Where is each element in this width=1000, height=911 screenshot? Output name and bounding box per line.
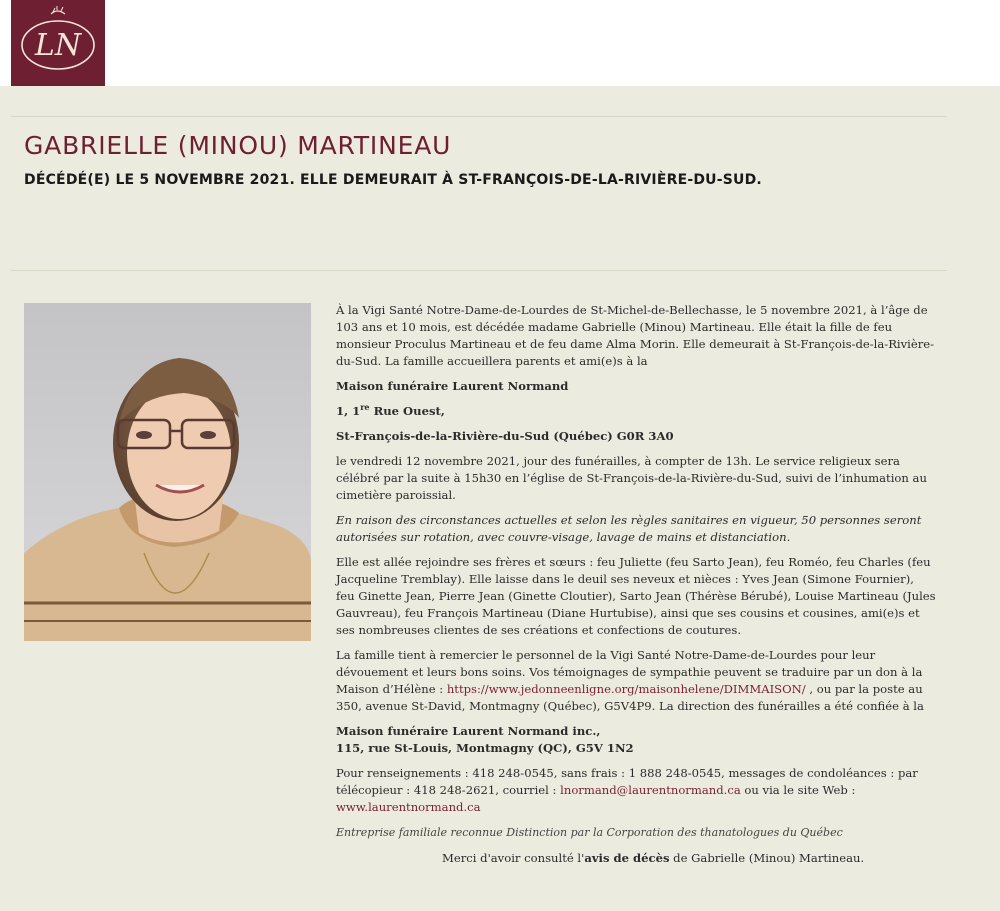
intro-paragraph: À la Vigi Santé Notre-Dame-de-Lourdes de St-Michel-de-Bellechasse, le 5 novembre 2021, à l’âge de 103 ans et 10 mois, est décédée madame Gabrielle (Minou) Martineau. Elle était la fille de feu monsieur Proculus Martineau et de feu dame Alma Morin. Elle demeurait à St-François-de-la-Rivière-du-Sud. La famille accueillera parents et ami(e)s à la xyxy=(336,303,935,368)
funeral-home-city: St-François-de-la-Rivière-du-Sud (Québec) G0R 3A0 xyxy=(336,429,674,443)
funeral-home-name: Maison funéraire Laurent Normand xyxy=(336,379,569,393)
thanks-paragraph xyxy=(336,647,936,715)
logo-monogram-icon xyxy=(11,0,105,86)
thanks-bold: avis de décès xyxy=(584,851,670,865)
contact-paragraph xyxy=(336,765,936,816)
funeral-home-street xyxy=(336,403,936,420)
top-bar xyxy=(0,0,1000,86)
service-paragraph: le vendredi 12 novembre 2021, jour des funérailles, à compter de 13h. Le service religieux sera célébré par la suite à 15h30 en l’église de St-François-de-la-Rivière-du-Sud, suivi de l’inhumation au cimetière paroissial. xyxy=(336,454,927,502)
address-street: Rue Ouest, xyxy=(369,404,445,418)
ln-logo[interactable] xyxy=(11,0,105,86)
death-subtitle: DÉCÉDÉ(E) LE 5 NOVEMBRE 2021. ELLE DEMEURAIT À ST-FRANÇOIS-DE-LA-RIVIÈRE-DU-SUD. xyxy=(24,172,762,188)
director-address: 115, rue St-Louis, Montmagny (QC), G5V 1N2 xyxy=(336,741,634,755)
divider xyxy=(11,116,947,117)
svg-text:LN: LN xyxy=(34,28,82,63)
thanks-text-after: , ou par la poste au 350, avenue St-David, Montmagny (Québec), G5V4P9. La direction des funérailles a été confiée à la xyxy=(336,682,924,713)
obituary-text xyxy=(336,302,936,849)
portrait-photo xyxy=(24,303,311,641)
website-link[interactable]: www.laurentnormand.ca xyxy=(336,800,481,814)
footer-thanks xyxy=(442,851,864,865)
thanks-prefix: Merci d'avoir consulté l' xyxy=(442,851,585,865)
address-number: 1, 1 xyxy=(336,404,361,418)
donation-link[interactable]: https://www.jedonneenligne.org/maisonhelene/DIMMAISON/ xyxy=(446,682,806,696)
family-paragraph: Elle est allée rejoindre ses frères et sœurs : feu Juliette (feu Sarto Jean), feu Roméo, feu Charles (feu Jacqueline Tremblay). Elle laisse dans le deuil ses neveux et nièces : Yves Jean (Simone Fournier), feu Ginette Jean, Pierre Jean (Ginette Cloutier), Sarto Jean (Thérèse Bérubé), Louise Martineau (Jules Gauvreau), feu François Martineau (Diane Hurtubise), ainsi que ses cousins et cousines, ami(e)s et ses nombreuses clientes de ses créations et confections de coutures. xyxy=(336,555,936,637)
covid-notice: En raison des circonstances actuelles et selon les règles sanitaires en vigueur, 50 personnes seront autorisées sur rotation, avec couvre-visage, lavage de mains et distanciation. xyxy=(336,513,922,544)
contact-text: Pour renseignements : 418 248-0545, sans frais : 1 888 248-0545, messages de condoléances : par télécopieur : 418 248-2621, courriel : xyxy=(336,766,918,797)
email-link[interactable]: lnormand@laurentnormand.ca xyxy=(560,783,741,797)
thanks-text: La famille tient à remercier le personnel de la Vigi Santé Notre-Dame-de-Lourdes pour leur dévouement et leurs bons soins. Vos témoignages de sympathie peuvent se traduire par un don à la Maison d’Hélène : xyxy=(336,648,923,696)
director-name: Maison funéraire Laurent Normand inc., xyxy=(336,724,601,738)
distinction-note: Entreprise familiale reconnue Distinction par la Corporation des thanatologues du Québec xyxy=(336,826,843,839)
thanks-suffix: de Gabrielle (Minou) Martineau. xyxy=(669,851,865,865)
divider xyxy=(11,270,947,271)
page-title: GABRIELLE (MINOU) MARTINEAU xyxy=(24,131,452,160)
address-superscript: re xyxy=(360,402,370,413)
portrait-photo-icon xyxy=(24,303,311,641)
contact-text-mid: ou via le site Web : xyxy=(740,783,856,797)
